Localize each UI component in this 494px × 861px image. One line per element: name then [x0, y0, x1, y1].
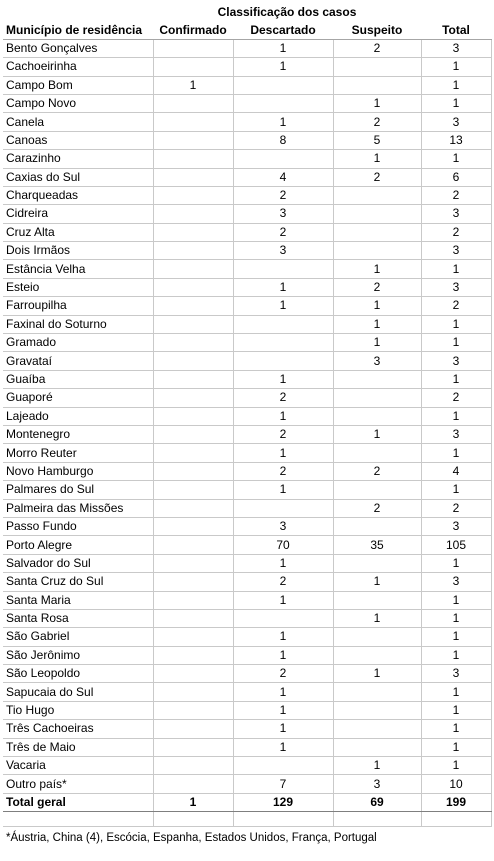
- confirmado-cell: [153, 297, 233, 315]
- municipio-cell: Outro país*: [3, 775, 153, 793]
- descartado-cell: 1: [233, 738, 333, 756]
- municipio-cell: Passo Fundo: [3, 517, 153, 535]
- suspeito-cell: [333, 186, 421, 204]
- suspeito-cell: 2: [333, 39, 421, 57]
- total-row: [3, 793, 491, 811]
- total-cell: 1: [421, 334, 491, 352]
- descartado-cell: [233, 260, 333, 278]
- header-group-title: Classificação dos casos: [217, 5, 357, 20]
- descartado-cell: [233, 94, 333, 112]
- table-row: [3, 334, 491, 352]
- suspeito-cell: [333, 554, 421, 572]
- municipio-cell: Novo Hamburgo: [3, 462, 153, 480]
- total-cell: 6: [421, 168, 491, 186]
- header-spacer: [421, 4, 491, 21]
- total-cell: 1: [421, 757, 491, 775]
- descartado-cell: 8: [233, 131, 333, 149]
- municipio-cell: Guaíba: [3, 370, 153, 388]
- descartado-cell: [233, 352, 333, 370]
- descartado-cell: 70: [233, 536, 333, 554]
- suspeito-cell: 1: [333, 757, 421, 775]
- confirmado-cell: [153, 223, 233, 241]
- municipio-cell: Esteio: [3, 278, 153, 296]
- total-cell: 1: [421, 609, 491, 627]
- suspeito-cell: [333, 76, 421, 94]
- municipio-cell: Santa Rosa: [3, 609, 153, 627]
- descartado-cell: 3: [233, 242, 333, 260]
- table-row: [3, 205, 491, 223]
- suspeito-cell: 1: [333, 260, 421, 278]
- descartado-cell: 1: [233, 554, 333, 572]
- total-cell: 3: [421, 425, 491, 443]
- municipio-cell: Palmares do Sul: [3, 481, 153, 499]
- municipio-cell: Porto Alegre: [3, 536, 153, 554]
- header-spacer: [3, 4, 153, 21]
- municipio-cell: Cidreira: [3, 205, 153, 223]
- descartado-cell: 2: [233, 462, 333, 480]
- descartado-cell: 2: [233, 223, 333, 241]
- table-row: [3, 425, 491, 443]
- table-row: [3, 481, 491, 499]
- total-cell: 3: [421, 573, 491, 591]
- municipio-cell: Santa Cruz do Sul: [3, 573, 153, 591]
- total-cell: 3: [421, 39, 491, 57]
- column-header-municipio: Município de residência: [3, 21, 153, 39]
- table-row: [3, 683, 491, 701]
- suspeito-cell: [333, 407, 421, 425]
- header-group-row: [3, 4, 491, 21]
- confirmado-cell: [153, 757, 233, 775]
- confirmado-cell: [153, 407, 233, 425]
- table-row: [3, 186, 491, 204]
- total-cell: 1: [421, 628, 491, 646]
- confirmado-cell: [153, 573, 233, 591]
- total-cell: 13: [421, 131, 491, 149]
- total-cell: 1: [421, 58, 491, 76]
- suspeito-cell: [333, 205, 421, 223]
- suspeito-cell: 1: [333, 94, 421, 112]
- table-row: [3, 223, 491, 241]
- descartado-cell: [233, 757, 333, 775]
- descartado-cell: 1: [233, 278, 333, 296]
- total-cell: 2: [421, 186, 491, 204]
- suspeito-cell: 3: [333, 352, 421, 370]
- empty-cell: [421, 812, 491, 827]
- descartado-cell: 1: [233, 683, 333, 701]
- descartado-cell: 1: [233, 407, 333, 425]
- municipio-cell: Canoas: [3, 131, 153, 149]
- table-row: [3, 113, 491, 131]
- table-row: [3, 297, 491, 315]
- municipio-cell: Faxinal do Soturno: [3, 315, 153, 333]
- total-cell: 2: [421, 389, 491, 407]
- suspeito-cell: 1: [333, 150, 421, 168]
- table-row: [3, 517, 491, 535]
- total-cell: 1: [421, 444, 491, 462]
- descartado-cell: 2: [233, 186, 333, 204]
- municipio-cell: Palmeira das Missões: [3, 499, 153, 517]
- confirmado-cell: 1: [153, 76, 233, 94]
- suspeito-cell: 1: [333, 665, 421, 683]
- spacer-row: [3, 812, 491, 827]
- suspeito-cell: [333, 223, 421, 241]
- table-row: [3, 58, 491, 76]
- table-row: [3, 370, 491, 388]
- total-cell: 1: [421, 738, 491, 756]
- suspeito-cell: [333, 242, 421, 260]
- confirmado-cell: [153, 683, 233, 701]
- table-row: [3, 701, 491, 719]
- suspeito-cell: [333, 389, 421, 407]
- empty-cell: [233, 812, 333, 827]
- confirmado-cell: [153, 334, 233, 352]
- suspeito-cell: [333, 370, 421, 388]
- total-cell: 1: [421, 260, 491, 278]
- column-header-confirmado: Confirmado: [153, 21, 233, 39]
- suspeito-cell: 1: [333, 297, 421, 315]
- suspeito-cell: 35: [333, 536, 421, 554]
- total-cell: 4: [421, 462, 491, 480]
- table-row: [3, 39, 491, 57]
- municipio-cell: Caxias do Sul: [3, 168, 153, 186]
- suspeito-cell: 1: [333, 609, 421, 627]
- suspeito-cell: [333, 683, 421, 701]
- municipio-cell: São Jerônimo: [3, 646, 153, 664]
- table-row: [3, 315, 491, 333]
- confirmado-cell: [153, 278, 233, 296]
- table-row: [3, 499, 491, 517]
- municipio-cell: Farroupilha: [3, 297, 153, 315]
- table-row: [3, 775, 491, 793]
- suspeito-cell: 2: [333, 113, 421, 131]
- descartado-cell: 1: [233, 628, 333, 646]
- confirmado-cell: [153, 536, 233, 554]
- confirmado-cell: [153, 554, 233, 572]
- table-row: [3, 278, 491, 296]
- confirmado-cell: [153, 168, 233, 186]
- descartado-cell: 1: [233, 113, 333, 131]
- total-cell: 2: [421, 223, 491, 241]
- suspeito-cell: [333, 517, 421, 535]
- descartado-cell: 3: [233, 517, 333, 535]
- suspeito-cell: [333, 58, 421, 76]
- municipio-cell: Cruz Alta: [3, 223, 153, 241]
- confirmado-cell: [153, 370, 233, 388]
- municipio-cell: Salvador do Sul: [3, 554, 153, 572]
- confirmado-cell: [153, 738, 233, 756]
- total-cell: 1: [421, 76, 491, 94]
- descartado-cell: 1: [233, 58, 333, 76]
- descartado-cell: 1: [233, 646, 333, 664]
- municipio-cell: Bento Gonçalves: [3, 39, 153, 57]
- table-row: [3, 150, 491, 168]
- municipio-cell: Dois Irmãos: [3, 242, 153, 260]
- table-row: [3, 389, 491, 407]
- total-cell: 2: [421, 499, 491, 517]
- total-cell: 3: [421, 665, 491, 683]
- suspeito-cell: [333, 628, 421, 646]
- table-row: [3, 131, 491, 149]
- municipio-cell: Tio Hugo: [3, 701, 153, 719]
- total-cell: 1: [421, 591, 491, 609]
- total-suspeito-cell: 69: [333, 793, 421, 811]
- total-cell: 1: [421, 150, 491, 168]
- municipio-cell: Morro Reuter: [3, 444, 153, 462]
- confirmado-cell: [153, 701, 233, 719]
- descartado-cell: 2: [233, 389, 333, 407]
- table-row: [3, 407, 491, 425]
- municipio-cell: Guaporé: [3, 389, 153, 407]
- descartado-cell: 1: [233, 701, 333, 719]
- descartado-cell: 7: [233, 775, 333, 793]
- municipio-cell: Gramado: [3, 334, 153, 352]
- municipio-cell: Charqueadas: [3, 186, 153, 204]
- table-row: [3, 76, 491, 94]
- table-row: [3, 628, 491, 646]
- total-cell: 1: [421, 370, 491, 388]
- total-cell: 1: [421, 315, 491, 333]
- footnote: *Áustria, China (4), Escócia, Espanha, Estados Unidos, França, Portugal: [6, 832, 377, 845]
- table-row: [3, 720, 491, 738]
- suspeito-cell: 3: [333, 775, 421, 793]
- total-cell: 1: [421, 683, 491, 701]
- total-cell: 1: [421, 554, 491, 572]
- confirmado-cell: [153, 150, 233, 168]
- table-row: [3, 536, 491, 554]
- confirmado-cell: [153, 39, 233, 57]
- suspeito-cell: [333, 720, 421, 738]
- confirmado-cell: [153, 58, 233, 76]
- descartado-cell: 1: [233, 39, 333, 57]
- suspeito-cell: 2: [333, 462, 421, 480]
- column-header-suspeito: Suspeito: [333, 21, 421, 39]
- municipio-cell: Campo Bom: [3, 76, 153, 94]
- suspeito-cell: [333, 738, 421, 756]
- descartado-cell: 2: [233, 425, 333, 443]
- cases-table: [3, 4, 492, 848]
- municipio-cell: Canela: [3, 113, 153, 131]
- total-cell: 1: [421, 407, 491, 425]
- table-row: [3, 757, 491, 775]
- suspeito-cell: 1: [333, 573, 421, 591]
- total-cell: 3: [421, 517, 491, 535]
- confirmado-cell: [153, 720, 233, 738]
- descartado-cell: 1: [233, 481, 333, 499]
- municipio-cell: Lajeado: [3, 407, 153, 425]
- total-cell: 105: [421, 536, 491, 554]
- table-row: [3, 168, 491, 186]
- municipio-cell: Três Cachoeiras: [3, 720, 153, 738]
- empty-cell: [153, 812, 233, 827]
- footnote-row: [3, 827, 491, 848]
- municipio-cell: Cachoeirinha: [3, 58, 153, 76]
- municipio-cell: São Gabriel: [3, 628, 153, 646]
- confirmado-cell: [153, 517, 233, 535]
- total-cell: 3: [421, 113, 491, 131]
- table-row: [3, 554, 491, 572]
- table-row: [3, 462, 491, 480]
- table-row: [3, 591, 491, 609]
- descartado-cell: [233, 334, 333, 352]
- header-columns-row: [3, 21, 491, 39]
- descartado-cell: 1: [233, 720, 333, 738]
- municipio-cell: Estância Velha: [3, 260, 153, 278]
- suspeito-cell: 1: [333, 425, 421, 443]
- municipio-cell: Sapucaia do Sul: [3, 683, 153, 701]
- confirmado-cell: [153, 425, 233, 443]
- descartado-cell: 1: [233, 444, 333, 462]
- confirmado-cell: [153, 94, 233, 112]
- municipio-cell: Gravataí: [3, 352, 153, 370]
- suspeito-cell: 2: [333, 499, 421, 517]
- municipio-cell: Santa Maria: [3, 591, 153, 609]
- descartado-cell: 4: [233, 168, 333, 186]
- confirmado-cell: [153, 205, 233, 223]
- column-header-descartado: Descartado: [233, 21, 333, 39]
- total-cell: 3: [421, 242, 491, 260]
- descartado-cell: 1: [233, 591, 333, 609]
- confirmado-cell: [153, 609, 233, 627]
- confirmado-cell: [153, 260, 233, 278]
- suspeito-cell: 2: [333, 168, 421, 186]
- descartado-cell: 1: [233, 297, 333, 315]
- total-cell: 1: [421, 701, 491, 719]
- confirmado-cell: [153, 315, 233, 333]
- total-descartado-cell: 129: [233, 793, 333, 811]
- descartado-cell: 2: [233, 665, 333, 683]
- total-cell: 3: [421, 278, 491, 296]
- table-row: [3, 646, 491, 664]
- suspeito-cell: 1: [333, 334, 421, 352]
- confirmado-cell: [153, 775, 233, 793]
- suspeito-cell: 2: [333, 278, 421, 296]
- empty-cell: [3, 812, 153, 827]
- table-row: [3, 609, 491, 627]
- descartado-cell: [233, 499, 333, 517]
- suspeito-cell: [333, 591, 421, 609]
- total-confirmado-cell: 1: [153, 793, 233, 811]
- total-cell: 1: [421, 720, 491, 738]
- municipio-cell: Carazinho: [3, 150, 153, 168]
- confirmado-cell: [153, 591, 233, 609]
- confirmado-cell: [153, 462, 233, 480]
- descartado-cell: [233, 315, 333, 333]
- descartado-cell: 2: [233, 573, 333, 591]
- table-row: [3, 665, 491, 683]
- confirmado-cell: [153, 131, 233, 149]
- table-row: [3, 94, 491, 112]
- total-cell: 1: [421, 94, 491, 112]
- total-cell: 3: [421, 352, 491, 370]
- table-row: [3, 573, 491, 591]
- confirmado-cell: [153, 499, 233, 517]
- table-row: [3, 352, 491, 370]
- confirmado-cell: [153, 242, 233, 260]
- confirmado-cell: [153, 352, 233, 370]
- descartado-cell: [233, 76, 333, 94]
- municipio-cell: Vacaria: [3, 757, 153, 775]
- municipio-cell: Três de Maio: [3, 738, 153, 756]
- confirmado-cell: [153, 665, 233, 683]
- total-total-cell: 199: [421, 793, 491, 811]
- confirmado-cell: [153, 444, 233, 462]
- suspeito-cell: [333, 481, 421, 499]
- total-cell: 1: [421, 646, 491, 664]
- confirmado-cell: [153, 389, 233, 407]
- confirmado-cell: [153, 113, 233, 131]
- empty-cell: [333, 812, 421, 827]
- confirmado-cell: [153, 646, 233, 664]
- confirmado-cell: [153, 628, 233, 646]
- municipio-cell: Campo Novo: [3, 94, 153, 112]
- descartado-cell: [233, 150, 333, 168]
- total-cell: 1: [421, 481, 491, 499]
- descartado-cell: 3: [233, 205, 333, 223]
- total-cell: 10: [421, 775, 491, 793]
- table-row: [3, 260, 491, 278]
- suspeito-cell: [333, 701, 421, 719]
- suspeito-cell: 1: [333, 315, 421, 333]
- suspeito-cell: 5: [333, 131, 421, 149]
- table-row: [3, 242, 491, 260]
- municipio-cell: Montenegro: [3, 425, 153, 443]
- column-header-total: Total: [421, 21, 491, 39]
- suspeito-cell: [333, 444, 421, 462]
- table-row: [3, 738, 491, 756]
- suspeito-cell: [333, 646, 421, 664]
- municipio-cell: São Leopoldo: [3, 665, 153, 683]
- total-cell: 3: [421, 205, 491, 223]
- confirmado-cell: [153, 186, 233, 204]
- descartado-cell: 1: [233, 370, 333, 388]
- total-cell: 2: [421, 297, 491, 315]
- table-row: [3, 444, 491, 462]
- descartado-cell: [233, 609, 333, 627]
- confirmado-cell: [153, 481, 233, 499]
- total-municipio-cell: Total geral: [3, 793, 153, 811]
